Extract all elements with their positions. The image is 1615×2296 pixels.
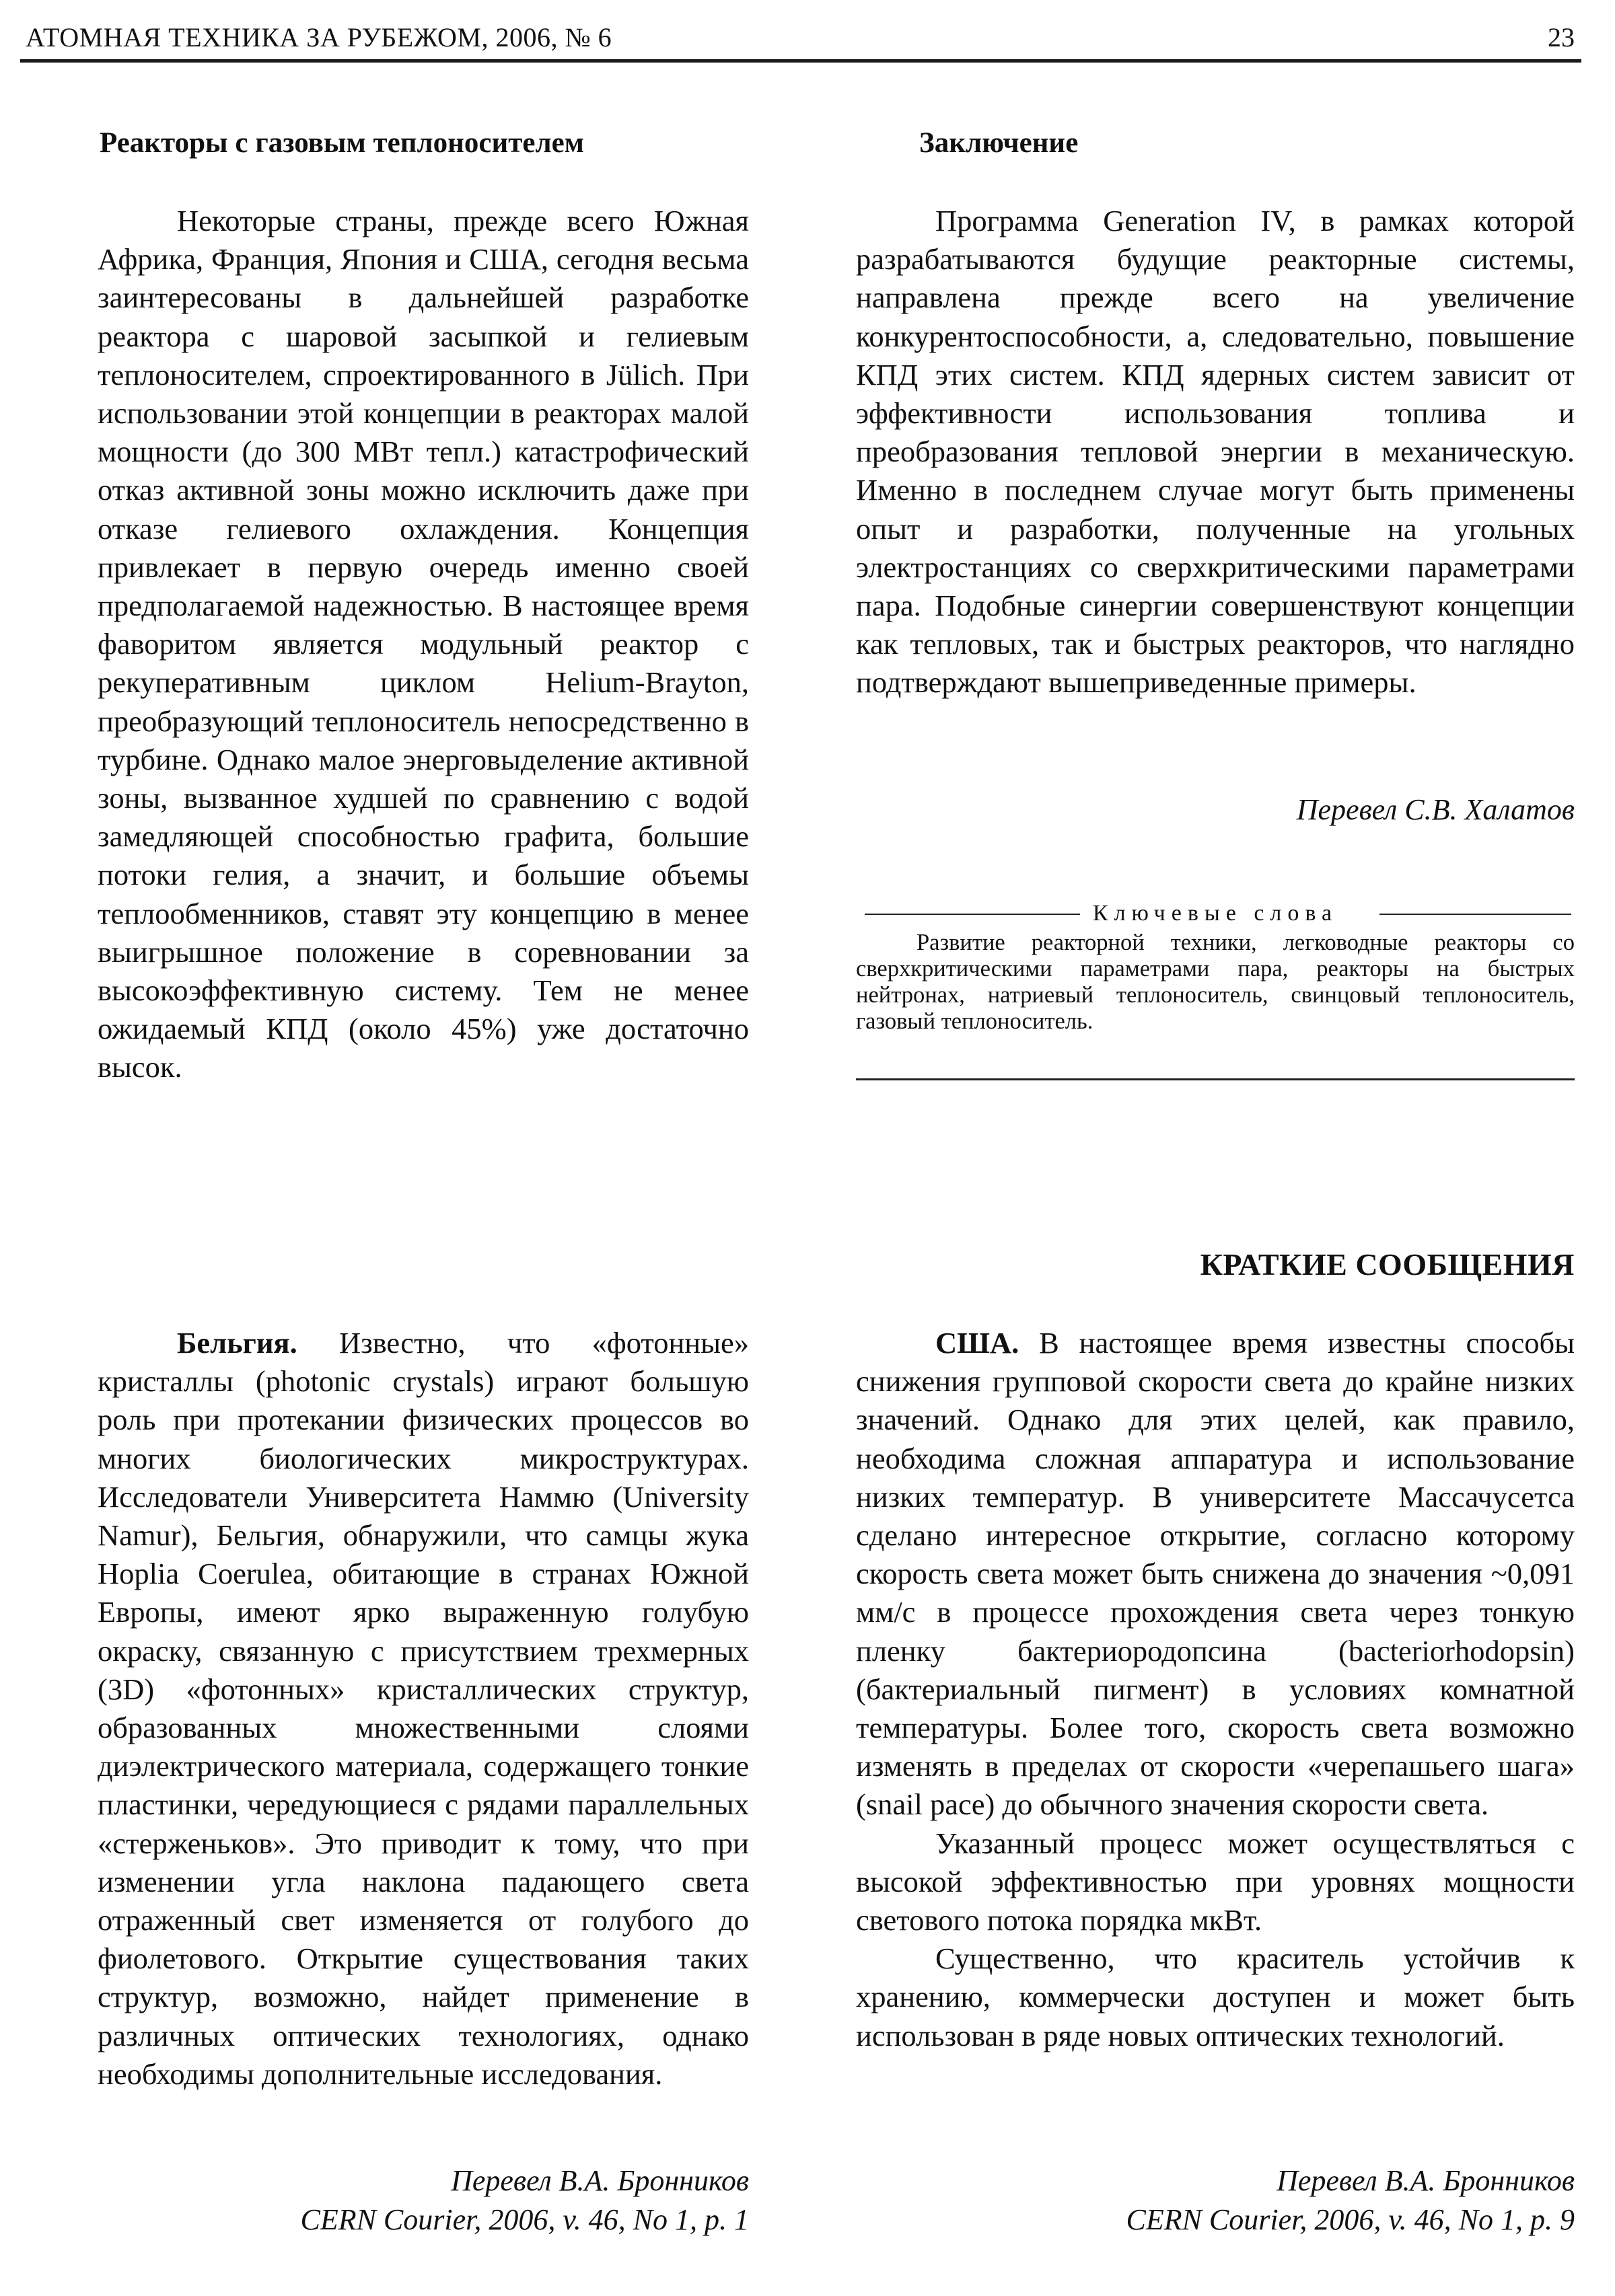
running-header	[26, 15, 1575, 62]
conclusion-body	[856, 202, 1575, 702]
news-text-usa: В настоящее время известны способы снижения групповой скорости света до крайне низких значений. Однако для этих целей, как правило, необходима сложная аппаратура и использование низких температур. В университете Массачусетса сделано интересное открытие, согласно которому скорость света может быть снижена до значения ~0,091 мм/с в процессе прохождения света через тонкую пленку бактериородопсина (bacteriorhodopsin) (бактериальный пигмент) в условиях комнатной температуры. Более того, скорость света возможно изменять в пределах от скорости «черепашьего шага» (snail pace) до обычного значения скорости света.	[856, 1326, 1575, 1822]
header-rule	[20, 59, 1581, 63]
news-usa-paragraph-3: Существенно, что краситель устойчив к хранению, коммерчески доступен и может быть использован в ряде новых оптических технологий.	[856, 1941, 1575, 2052]
news-usa-paragraph-2: Указанный процесс может осуществляться с высокой эффективностью при уровнях мощности светового потока порядка мкВт.	[856, 1826, 1575, 1937]
keywords-title: Ключевые слова	[1092, 901, 1338, 926]
belgium-citation	[98, 2161, 749, 2239]
conclusion-translator: Перевел С.В. Халатов	[1296, 793, 1575, 826]
usa-citation	[856, 2161, 1575, 2239]
section-heading-gas-reactors: Реакторы с газовым теплоносителем	[100, 127, 584, 159]
news-lead-usa: США.	[935, 1326, 1019, 1360]
usa-source: CERN Courier, 2006, v. 46, No 1, p. 9	[1126, 2203, 1575, 2236]
news-item-usa	[856, 1324, 1575, 2055]
belgium-source: CERN Courier, 2006, v. 46, No 1, p. 1	[300, 2203, 749, 2236]
gas-reactors-body	[98, 202, 749, 1087]
news-item-belgium	[98, 1324, 749, 2094]
keywords-text: Развитие реакторной техники, легководные реакторы со сверхкритическими параметрами пара, реакторы на быстрых нейтронах, натриевый теплоноситель, свинцовый теплоноситель, газовый теплоноситель.	[856, 930, 1575, 1034]
keywords-body	[856, 930, 1575, 1035]
usa-translator: Перевел В.А. Бронников	[1277, 2164, 1575, 2197]
page-number: 23	[1548, 22, 1575, 52]
journal-title: АТОМНАЯ ТЕХНИКА ЗА РУБЕЖОМ, 2006, № 6	[26, 22, 612, 52]
news-lead-belgium: Бельгия.	[177, 1326, 297, 1360]
section-heading-conclusion: Заключение	[919, 127, 1079, 159]
keywords-bottom-rule	[856, 1078, 1575, 1080]
news-text-belgium: Известно, что «фотонные» кристаллы (photonic crystals) играют большую роль при протекании физических процессов во многих биологических микроструктурах. Исследователи Университета Наммю (University Namur), Бельгия, обнаружили, что самцы жука Hoplia Coerulea, обитающие в странах Южной Европы, имеют ярко выраженную голубую окраску, связанную с присутствием трехмерных (3D) «фотонных» кристаллических структур, образованных множественными слоями диэлектрического материала, содержащего тонкие пластинки, чередующиеся с рядами параллельных «стерженьков». Это приводит к тому, что при изменении угла наклона падающего света отраженный свет изменяется от голубого до фиолетового. Открытие существования таких структур, возможно, найдет применение в различных оптических технологиях, однако необходимы дополнительные исследования.	[98, 1326, 749, 2091]
belgium-translator: Перевел В.А. Бронников	[451, 2164, 749, 2197]
news-section-title: КРАТКИЕ СООБЩЕНИЯ	[1200, 1247, 1575, 1282]
paragraph: Некоторые страны, прежде всего Южная Африка, Франция, Япония и США, сегодня весьма заинтересованы в дальнейшей разработке реактора с шаровой засыпкой и гелиевым теплоносителем, спроектированного в Jülich. При использовании этой концепции в реакторах малой мощности (до 300 МВт тепл.) катастрофический отказ активной зоны можно исключить даже при отказе гелиевого охлаждения. Концепция привлекает в первую очередь именно своей предполагаемой надежностью. В настоящее время фаворитом является модульный реактор с рекуперативным циклом Helium-Brayton, преобразующий теплоноситель непосредственно в турбине. Однако малое энерговыделение активной зоны, вызванное худшей по сравнению с водой замедляющей способностью графита, большие потоки гелия, а значит, и большие объемы теплообменников, ставят эту концепцию в менее выигрышное положение в соревновании за высокоэффективную систему. Тем не менее ожидаемый КПД (около 45%) уже достаточно высок.	[98, 204, 749, 1084]
paragraph: Программа Generation IV, в рамках которой разрабатываются будущие реакторные системы, направлена прежде всего на увеличение конкурентоспособности, а, следовательно, повышение КПД этих систем. КПД ядерных систем зависит от эффективности использования топлива и преобразования тепловой энергии в механическую. Именно в последнем случае могут быть применены опыт и разработки, полученные на угольных электростанциях со сверхкритическими параметрами пара. Подобные синергии совершенствуют концепции как тепловых, так и быстрых реакторов, что наглядно подтверждают вышеприведенные примеры.	[856, 204, 1575, 700]
